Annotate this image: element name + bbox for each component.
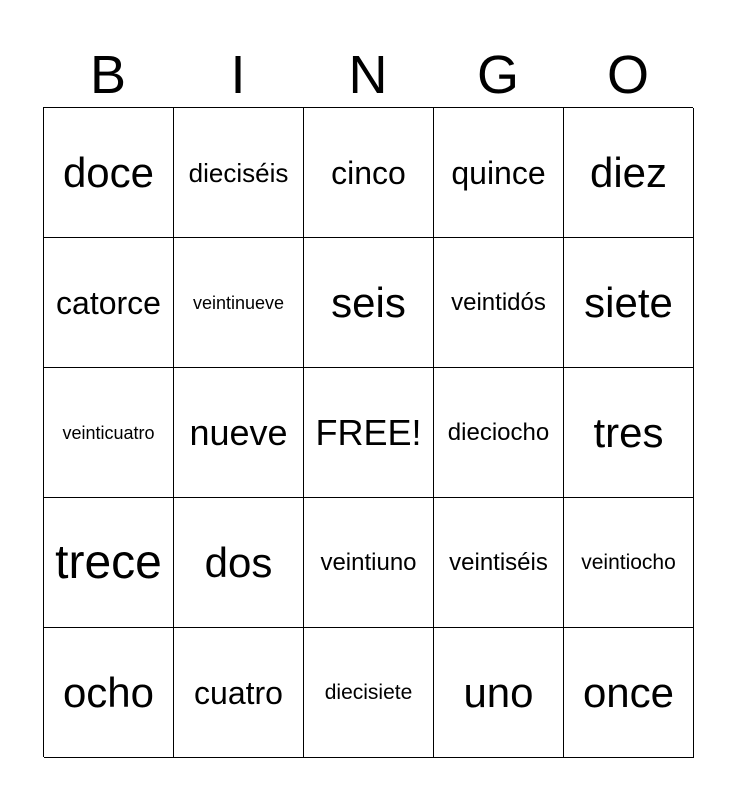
bingo-cell[interactable]: nueve <box>174 368 304 498</box>
bingo-cell[interactable]: veintinueve <box>174 238 304 368</box>
bingo-cell[interactable]: cinco <box>304 108 434 238</box>
bingo-cell[interactable]: catorce <box>44 238 174 368</box>
bingo-cell[interactable]: veintidós <box>434 238 564 368</box>
header-letter-n: N <box>348 45 388 105</box>
free-space-cell: FREE! <box>304 368 434 498</box>
bingo-cell[interactable]: once <box>564 628 694 758</box>
header-letter-o: O <box>606 45 649 105</box>
bingo-cell[interactable]: ocho <box>44 628 174 758</box>
bingo-cell[interactable]: trece <box>44 498 174 628</box>
header-letter-i: I <box>230 45 246 105</box>
header-letter-g: G <box>476 45 519 105</box>
bingo-cell[interactable]: siete <box>564 238 694 368</box>
bingo-cell[interactable]: veintiocho <box>564 498 694 628</box>
bingo-cell[interactable]: veinticuatro <box>44 368 174 498</box>
bingo-cell[interactable]: uno <box>434 628 564 758</box>
bingo-cell[interactable]: veintiuno <box>304 498 434 628</box>
bingo-cell[interactable]: dos <box>174 498 304 628</box>
bingo-board <box>43 107 693 757</box>
bingo-header <box>43 44 693 106</box>
bingo-cell[interactable]: quince <box>434 108 564 238</box>
bingo-cell[interactable]: dieciocho <box>434 368 564 498</box>
bingo-cell[interactable]: diez <box>564 108 694 238</box>
bingo-cell[interactable]: cuatro <box>174 628 304 758</box>
header-letter-b: B <box>89 45 127 105</box>
bingo-cell[interactable]: dieciséis <box>174 108 304 238</box>
bingo-cell[interactable]: veintiséis <box>434 498 564 628</box>
bingo-cell[interactable]: seis <box>304 238 434 368</box>
bingo-cell[interactable]: tres <box>564 368 694 498</box>
bingo-cell[interactable]: doce <box>44 108 174 238</box>
bingo-cell[interactable]: diecisiete <box>304 628 434 758</box>
